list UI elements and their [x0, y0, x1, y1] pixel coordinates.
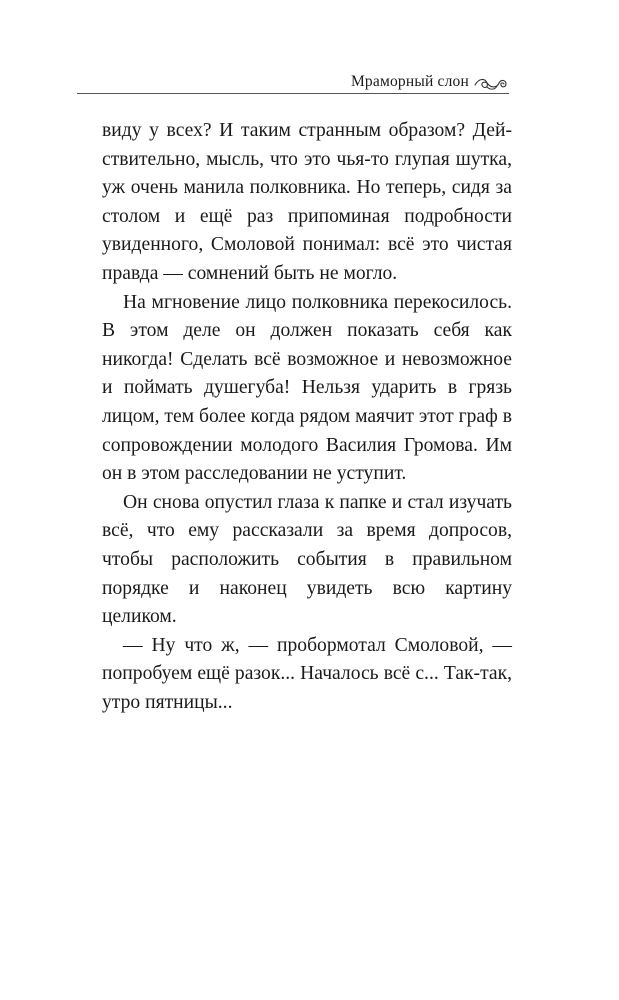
running-header	[77, 72, 509, 94]
book-title: Мраморный слон	[345, 72, 469, 92]
header-rule	[77, 93, 509, 94]
paragraph: На мгновение лицо полковника перекосилось. В этом деле он должен показать себя как никогда! Сделать всё возможное и невозможное и поймать душегуба! Нельзя ударить в грязь лицом, тем более когда рядом маячит этот граф в сопровождении молодого Василия Громова. Им он в этом расследовании не уступит.	[102, 291, 512, 485]
paragraph: — Ну что ж, — пробормотал Смоловой, — попробуем ещё разок... Началось всё с... Так-так, утро пятницы...	[102, 634, 512, 713]
body-text	[102, 117, 512, 717]
paragraph: виду у всех? И таким странным образом? Действительно, мысль, что это чья-то глупая шутка, уж очень манила полковника. Но теперь, сидя за столом и ещё раз припоминая подробности увиденного, Смоловой понимал: всё это чистая правда — сомнений быть не могло.	[102, 120, 512, 284]
paragraph: Он снова опустил глаза к папке и стал изучать всё, что ему рассказали за время допросов, чтобы расположить события в правильном порядке и наконец увидеть всю картину целиком.	[102, 491, 512, 628]
flourish-ornament-icon	[473, 74, 509, 92]
